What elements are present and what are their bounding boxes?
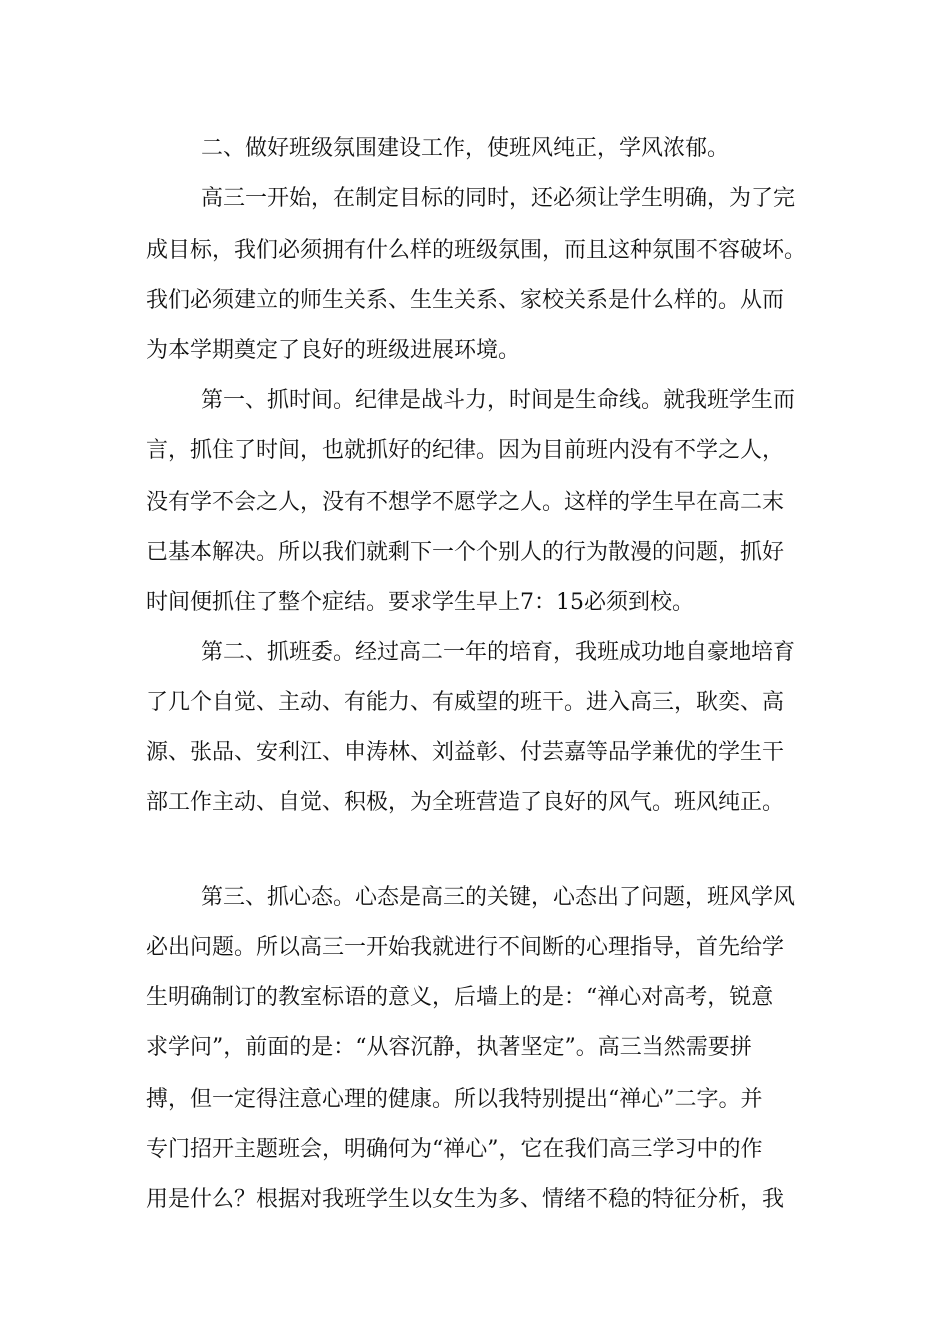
paragraph-line: 为本学期奠定了良好的班级进展环境。 — [146, 338, 521, 363]
paragraph-line: 了几个自觉、主动、有能力、有威望的班干。进入高三，耿奕、高 — [146, 690, 785, 715]
paragraph-line: 没有学不会之人，没有不想学不愿学之人。这样的学生早在高二末 — [146, 490, 785, 515]
paragraph-line: 言，抓住了时间，也就抓好的纪律。因为目前班内没有不学之人， — [146, 438, 785, 463]
paragraph-line: 高三一开始，在制定目标的同时，还必须让学生明确，为了完 — [201, 186, 796, 211]
paragraph-line: 时间便抓住了整个症结。要求学生早上7：15必须到校。 — [146, 590, 694, 615]
paragraph-line: 成目标，我们必须拥有什么样的班级氛围，而且这种氛围不容破坏。 — [146, 238, 807, 263]
paragraph-line: 必出问题。所以高三一开始我就进行不间断的心理指导，首先给学 — [146, 935, 785, 960]
paragraph-line: 第一、抓时间。纪律是战斗力，时间是生命线。就我班学生而 — [201, 388, 796, 413]
paragraph-line: 第二、抓班委。经过高二一年的培育，我班成功地自豪地培育 — [201, 640, 796, 665]
section-heading: 二、做好班级氛围建设工作，使班风纯正，学风浓郁。 — [201, 136, 730, 161]
paragraph-line: 生明确制订的教室标语的意义，后墙上的是：“禅心对高考，锐意 — [146, 985, 774, 1010]
paragraph-line: 部工作主动、自觉、积极，为全班营造了良好的风气。班风纯正。 — [146, 790, 785, 815]
paragraph-line: 源、张品、安利江、申涛林、刘益彰、付芸嘉等品学兼优的学生干 — [146, 740, 785, 765]
paragraph-line: 求学问”，前面的是：“从容沉静，执著坚定”。高三当然需要拼 — [146, 1035, 752, 1060]
paragraph-line: 专门招开主题班会，明确何为“禅心”，它在我们高三学习中的作 — [146, 1137, 763, 1162]
paragraph-line: 已基本解决。所以我们就剩下一个个别人的行为散漫的问题，抓好 — [146, 540, 785, 565]
paragraph-line: 用是什么？根据对我班学生以女生为多、情绪不稳的特征分析，我 — [146, 1187, 785, 1212]
paragraph-line: 第三、抓心态。心态是高三的关键，心态出了问题，班风学风 — [201, 885, 796, 910]
paragraph-line: 搏，但一定得注意心理的健康。所以我特别提出“禅心”二字。并 — [146, 1087, 763, 1112]
paragraph-line: 我们必须建立的师生关系、生生关系、家校关系是什么样的。从而 — [146, 288, 785, 313]
